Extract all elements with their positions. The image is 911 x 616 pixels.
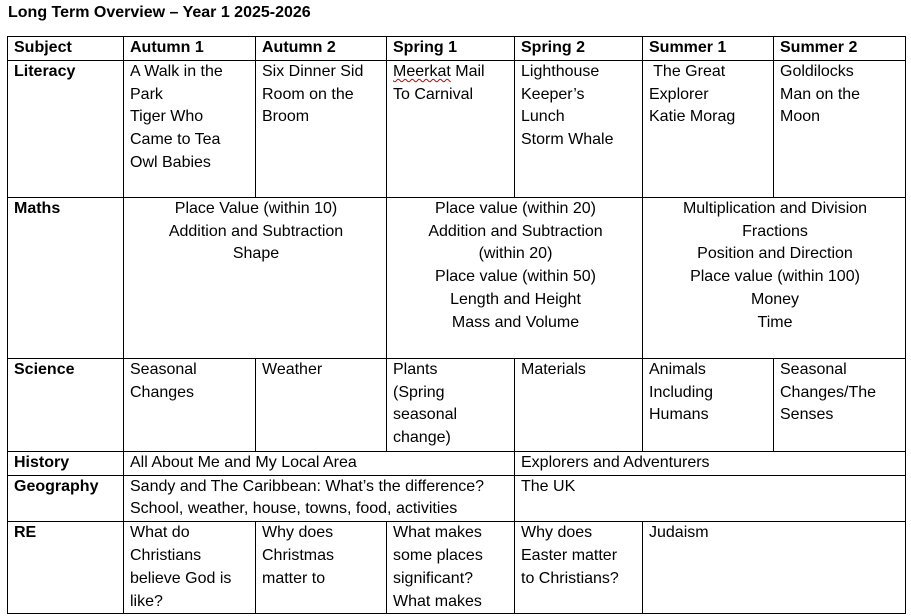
literacy-summer-2 <box>774 60 906 197</box>
cell-line: Weather <box>262 360 323 378</box>
cell-line: Changes/The <box>780 383 877 401</box>
cell-line: Place value (within 100) <box>690 268 860 286</box>
cell-line: Shape <box>232 245 280 263</box>
cell-line: What do <box>130 524 190 542</box>
cell-line: Six Dinner Sid <box>262 62 364 80</box>
history-spring-summer: Explorers and Adventurers <box>515 451 906 475</box>
cell-line: Christmas <box>262 546 335 564</box>
cell-line: School, weather, house, towns, food, activities <box>130 500 458 518</box>
geography-spring-summer: The UK <box>515 475 906 522</box>
cell-line: Man on the <box>780 85 861 103</box>
cell-line <box>393 61 510 84</box>
cell-line: Fractions <box>742 222 808 240</box>
cell-line: like? <box>130 592 163 610</box>
subject-literacy: Literacy <box>8 60 124 197</box>
re-spring-1 <box>387 522 515 614</box>
subject-history: History <box>8 451 124 475</box>
literacy-spring-2 <box>515 60 643 197</box>
cell-line: What makes <box>393 524 482 542</box>
science-spring-1 <box>387 358 515 451</box>
cell-line: Multiplication and Division <box>682 199 868 217</box>
cell-line: Mass and Volume <box>451 313 580 331</box>
cell-line: Room on the <box>262 85 354 103</box>
header-autumn-2: Autumn 2 <box>256 37 387 61</box>
cell-line: Position and Direction <box>697 245 853 263</box>
cell-line: Owl Babies <box>130 153 211 171</box>
literacy-summer-1 <box>643 60 774 197</box>
page-title: Long Term Overview – Year 1 2025-2026 <box>8 4 311 21</box>
cell-line: Addition and Subtraction <box>168 222 344 240</box>
subject-science: Science <box>8 358 124 451</box>
cell-line: Tiger Who <box>130 108 204 126</box>
literacy-row <box>8 60 906 197</box>
cell-line: Length and Height <box>450 290 581 308</box>
cell-line: Christians <box>130 546 202 564</box>
re-autumn-1 <box>124 522 256 614</box>
cell-line: Seasonal <box>130 360 197 378</box>
cell-line: A Walk in the <box>130 62 223 80</box>
header-autumn-1: Autumn 1 <box>124 37 256 61</box>
header-subject: Subject <box>8 37 124 61</box>
geography-row <box>8 475 906 522</box>
history-row <box>8 451 906 475</box>
cell-line: Lunch <box>521 108 565 126</box>
maths-row <box>8 197 906 358</box>
cell-line: to Christians? <box>521 569 619 587</box>
cell-line: significant? <box>393 569 474 587</box>
cell-line: Katie Morag <box>649 108 736 126</box>
literacy-spring-1 <box>387 60 515 197</box>
science-autumn-1 <box>124 358 256 451</box>
overview-table <box>7 36 906 614</box>
cell-line: Materials <box>521 360 586 378</box>
cell-line: Seasonal <box>780 360 847 378</box>
maths-summer <box>643 197 906 358</box>
cell-line: Why does <box>262 524 334 542</box>
literacy-autumn-2 <box>256 60 387 197</box>
cell-line: (Spring <box>393 383 445 401</box>
cell-line: Addition and Subtraction <box>428 222 603 240</box>
header-summer-2: Summer 2 <box>774 37 906 61</box>
cell-line: Including <box>649 383 714 401</box>
cell-line: (within 20) <box>478 245 553 263</box>
header-summer-1: Summer 1 <box>643 37 774 61</box>
science-summer-1 <box>643 358 774 451</box>
cell-line: Place value (within 20) <box>435 199 596 217</box>
cell-line: To Carnival <box>393 85 474 103</box>
re-summer: Judaism <box>643 522 906 614</box>
re-spring-2 <box>515 522 643 614</box>
cell-line: The Great <box>649 62 726 80</box>
cell-line: Came to Tea <box>130 131 221 149</box>
geography-autumn <box>124 475 515 522</box>
cell-line: Plants <box>393 360 438 378</box>
cell-line: Lighthouse <box>521 62 600 80</box>
cell-line: Goldilocks <box>780 62 854 80</box>
cell-line: Broom <box>262 108 310 126</box>
cell-line: Explorer <box>649 85 709 103</box>
cell-line: Money <box>750 290 800 308</box>
cell-line: matter to <box>262 569 326 587</box>
cell-line: Sandy and The Caribbean: What’s the difference? <box>130 477 485 495</box>
science-spring-2 <box>515 358 643 451</box>
subject-re: RE <box>8 522 124 614</box>
cell-line: Humans <box>649 406 709 424</box>
science-autumn-2 <box>256 358 387 451</box>
cell-line: Animals <box>649 360 706 378</box>
subject-maths: Maths <box>8 197 124 358</box>
science-row <box>8 358 906 451</box>
cell-text: Mail <box>450 62 485 80</box>
header-spring-2: Spring 2 <box>515 37 643 61</box>
subject-geography: Geography <box>8 475 124 522</box>
header-spring-1: Spring 1 <box>387 37 515 61</box>
cell-line: Place value (within 50) <box>435 268 596 286</box>
cell-line: Time <box>757 313 793 331</box>
cell-line: Keeper’s <box>521 85 585 103</box>
cell-line: Changes <box>130 383 195 401</box>
cell-line: Senses <box>780 406 834 424</box>
re-row <box>8 522 906 614</box>
cell-line: Place Value (within 10) <box>174 199 338 217</box>
cell-line: Park <box>130 85 163 103</box>
maths-autumn <box>124 197 387 358</box>
maths-spring <box>387 197 643 358</box>
cell-line: What makes <box>393 592 482 610</box>
literacy-autumn-1 <box>124 60 256 197</box>
cell-line: Easter matter <box>521 546 618 564</box>
cell-line: Why does <box>521 524 593 542</box>
cell-line: seasonal <box>393 406 458 424</box>
cell-line: some places <box>393 546 483 564</box>
header-row <box>8 37 906 61</box>
cell-line: Storm Whale <box>521 131 614 149</box>
cell-line: change) <box>393 429 451 447</box>
cell-line: Moon <box>780 108 821 126</box>
re-autumn-2 <box>256 522 387 614</box>
cell-line: believe God is <box>130 569 232 587</box>
history-autumn: All About Me and My Local Area <box>124 451 515 475</box>
science-summer-2 <box>774 358 906 451</box>
spellcheck-word: Meerkat <box>393 62 451 80</box>
